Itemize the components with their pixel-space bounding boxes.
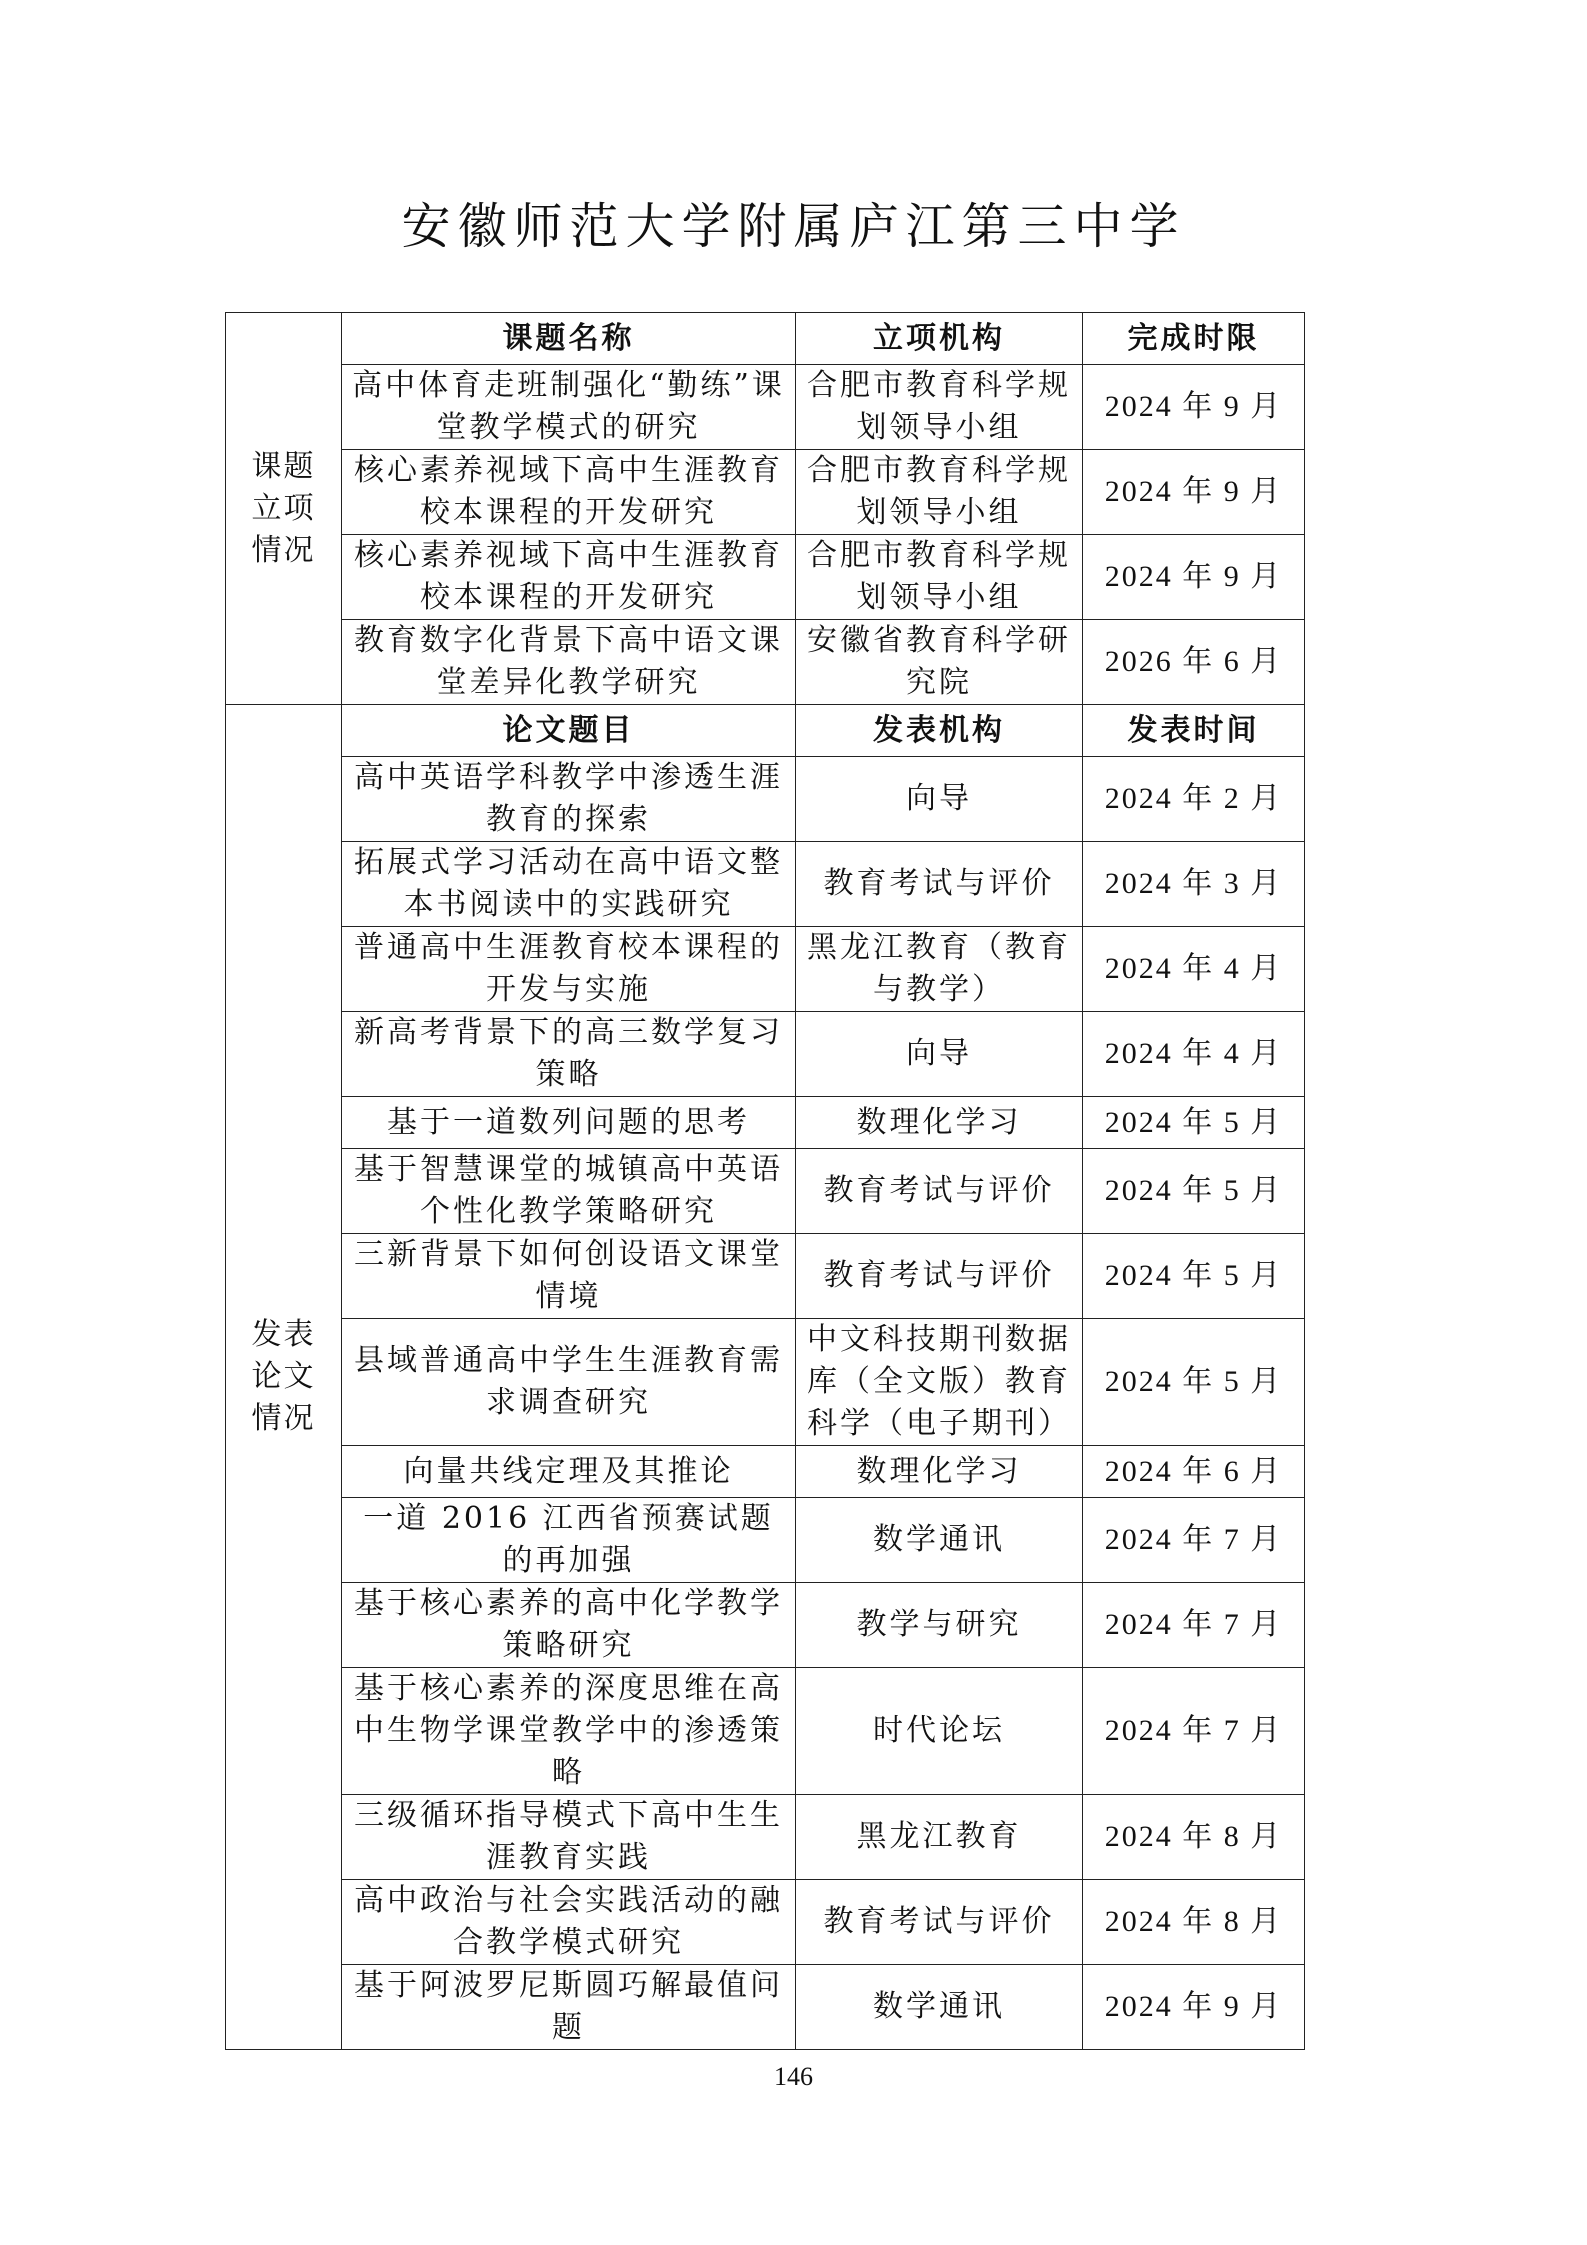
paper-date-cell: 2024 年 2 月	[1083, 757, 1305, 842]
paper-date-cell: 2024 年 7 月	[1083, 1498, 1305, 1583]
table-row	[226, 365, 1305, 450]
paper-org-cell: 教育考试与评价	[796, 1234, 1083, 1319]
table-row	[226, 757, 1305, 842]
paper-title-cell: 拓展式学习活动在高中语文整本书阅读中的实践研究	[342, 842, 796, 927]
paper-org-cell: 教育考试与评价	[796, 1149, 1083, 1234]
project-header-title: 课题名称	[342, 313, 796, 365]
paper-header-date: 发表时间	[1083, 705, 1305, 757]
paper-title-cell: 高中英语学科教学中渗透生涯教育的探索	[342, 757, 796, 842]
project-date-cell: 2024 年 9 月	[1083, 365, 1305, 450]
paper-title-cell: 一道 2016 江西省预赛试题的再加强	[342, 1498, 796, 1583]
table-row	[226, 1149, 1305, 1234]
paper-title-cell: 三级循环指导模式下高中生生涯教育实践	[342, 1795, 796, 1880]
project-title-cell: 核心素养视域下高中生涯教育校本课程的开发研究	[342, 535, 796, 620]
paper-title-cell: 向量共线定理及其推论	[342, 1446, 796, 1498]
table-row	[226, 1234, 1305, 1319]
paper-title-cell: 基于阿波罗尼斯圆巧解最值问题	[342, 1965, 796, 2050]
project-date-cell: 2024 年 9 月	[1083, 535, 1305, 620]
table-row	[226, 842, 1305, 927]
paper-org-cell: 教育考试与评价	[796, 1880, 1083, 1965]
table-row	[226, 1498, 1305, 1583]
paper-date-cell: 2024 年 8 月	[1083, 1880, 1305, 1965]
table-row	[226, 1965, 1305, 2050]
paper-title-cell: 高中政治与社会实践活动的融合教学模式研究	[342, 1880, 796, 1965]
table-row	[226, 620, 1305, 705]
paper-date-cell: 2024 年 8 月	[1083, 1795, 1305, 1880]
project-header-org: 立项机构	[796, 313, 1083, 365]
project-org-cell: 合肥市教育科学规划领导小组	[796, 365, 1083, 450]
paper-org-cell: 数理化学习	[796, 1097, 1083, 1149]
paper-org-cell: 数学通讯	[796, 1965, 1083, 2050]
project-org-cell: 合肥市教育科学规划领导小组	[796, 535, 1083, 620]
paper-org-cell: 黑龙江教育	[796, 1795, 1083, 1880]
paper-title-cell: 基于核心素养的高中化学教学策略研究	[342, 1583, 796, 1668]
project-org-cell: 安徽省教育科学研究院	[796, 620, 1083, 705]
table-row	[226, 1880, 1305, 1965]
paper-org-cell: 黑龙江教育（教育与教学）	[796, 927, 1083, 1012]
paper-org-cell: 教学与研究	[796, 1583, 1083, 1668]
paper-date-cell: 2024 年 7 月	[1083, 1583, 1305, 1668]
project-header-date: 完成时限	[1083, 313, 1305, 365]
table-row	[226, 1446, 1305, 1498]
paper-title-cell: 基于智慧课堂的城镇高中英语个性化教学策略研究	[342, 1149, 796, 1234]
page-title: 安徽师范大学附属庐江第三中学	[401, 198, 1186, 255]
paper-org-cell: 向导	[796, 1012, 1083, 1097]
table-row	[226, 927, 1305, 1012]
paper-title-cell: 基于核心素养的深度思维在高中生物学课堂教学中的渗透策略	[342, 1668, 796, 1795]
paper-section-label	[226, 705, 342, 2050]
table-row	[226, 1668, 1305, 1795]
paper-date-cell: 2024 年 5 月	[1083, 1234, 1305, 1319]
records-table	[225, 312, 1305, 2050]
project-header-row	[226, 313, 1305, 365]
project-section-label	[226, 313, 342, 705]
paper-date-cell: 2024 年 6 月	[1083, 1446, 1305, 1498]
paper-org-cell: 数理化学习	[796, 1446, 1083, 1498]
table-row	[226, 450, 1305, 535]
paper-date-cell: 2024 年 4 月	[1083, 1012, 1305, 1097]
project-org-cell: 合肥市教育科学规划领导小组	[796, 450, 1083, 535]
paper-date-cell: 2024 年 3 月	[1083, 842, 1305, 927]
paper-title-cell: 新高考背景下的高三数学复习策略	[342, 1012, 796, 1097]
paper-header-title: 论文题目	[342, 705, 796, 757]
table-row	[226, 1012, 1305, 1097]
paper-date-cell: 2024 年 9 月	[1083, 1965, 1305, 2050]
paper-date-cell: 2024 年 5 月	[1083, 1149, 1305, 1234]
project-section-label-text: 课题立项情况	[251, 448, 316, 568]
paper-title-cell: 三新背景下如何创设语文课堂情境	[342, 1234, 796, 1319]
paper-date-cell: 2024 年 4 月	[1083, 927, 1305, 1012]
table-row	[226, 1097, 1305, 1149]
table-row	[226, 1319, 1305, 1446]
project-title-cell: 高中体育走班制强化“勤练”课堂教学模式的研究	[342, 365, 796, 450]
paper-title-cell: 普通高中生涯教育校本课程的开发与实施	[342, 927, 796, 1012]
paper-date-cell: 2024 年 5 月	[1083, 1097, 1305, 1149]
table-row	[226, 535, 1305, 620]
paper-date-cell: 2024 年 7 月	[1083, 1668, 1305, 1795]
project-title-cell: 教育数字化背景下高中语文课堂差异化教学研究	[342, 620, 796, 705]
table-row	[226, 1795, 1305, 1880]
paper-org-cell: 时代论坛	[796, 1668, 1083, 1795]
project-date-cell: 2026 年 6 月	[1083, 620, 1305, 705]
page-number: 146	[774, 2062, 813, 2091]
paper-title-cell: 县域普通高中学生生涯教育需求调查研究	[342, 1319, 796, 1446]
paper-header-org: 发表机构	[796, 705, 1083, 757]
paper-title-cell: 基于一道数列问题的思考	[342, 1097, 796, 1149]
paper-org-cell: 中文科技期刊数据库（全文版）教育科学（电子期刊）	[796, 1319, 1083, 1446]
table-row	[226, 1583, 1305, 1668]
project-title-cell: 核心素养视域下高中生涯教育校本课程的开发研究	[342, 450, 796, 535]
paper-header-row	[226, 705, 1305, 757]
paper-org-cell: 数学通讯	[796, 1498, 1083, 1583]
paper-org-cell: 向导	[796, 757, 1083, 842]
paper-org-cell: 教育考试与评价	[796, 842, 1083, 927]
paper-date-cell: 2024 年 5 月	[1083, 1319, 1305, 1446]
paper-section-label-text: 发表论文情况	[251, 1317, 316, 1436]
project-date-cell: 2024 年 9 月	[1083, 450, 1305, 535]
